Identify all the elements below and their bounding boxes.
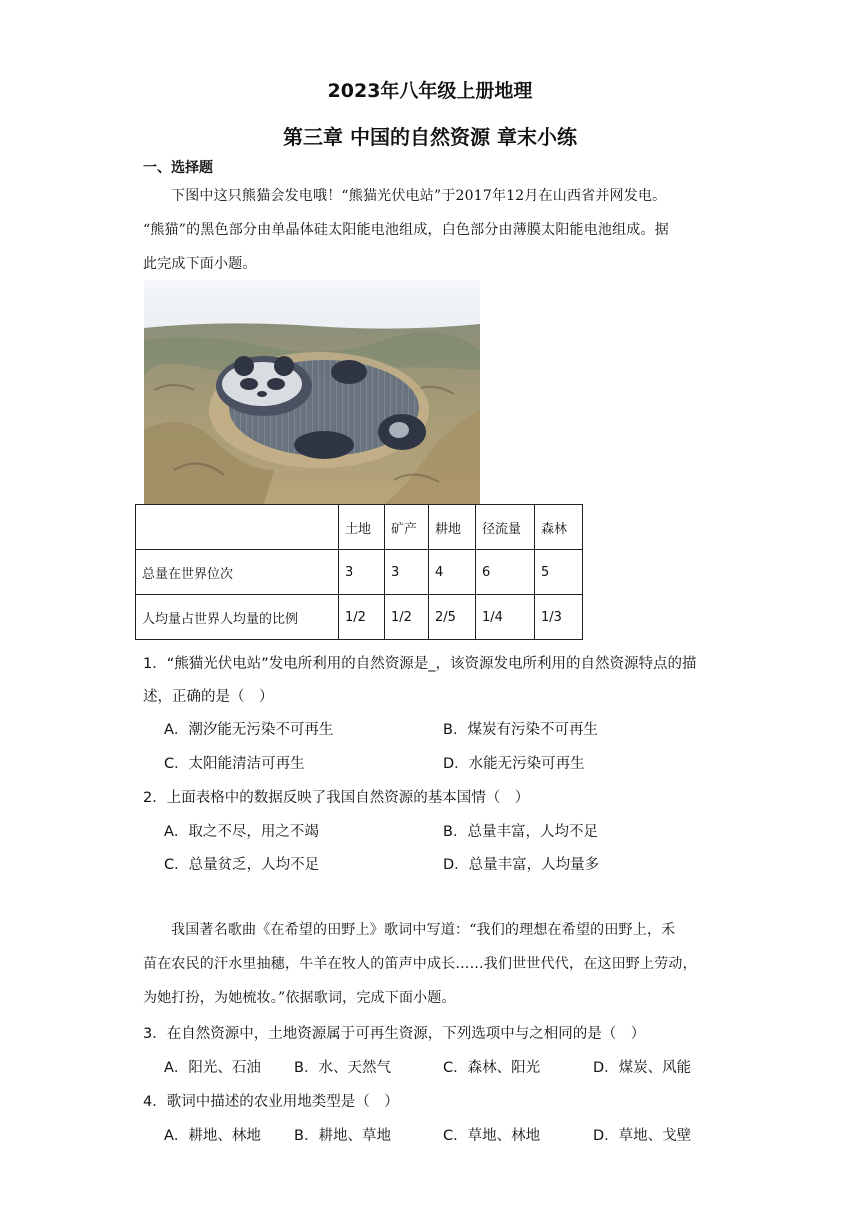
table-header-cell: 土地 bbox=[339, 505, 385, 550]
question-2-option-a[interactable]: A．取之不尽，用之不竭 bbox=[164, 824, 319, 840]
passage-1-line-1: 下图中这只熊猫会发电哦！“熊猫光伏电站”于2017年12月在山西省并网发电。 bbox=[171, 188, 667, 204]
table-cell: 1/4 bbox=[476, 595, 535, 640]
question-2-option-b[interactable]: B．总量丰富，人均不足 bbox=[443, 824, 598, 840]
question-2-option-c[interactable]: C．总量贫乏，人均不足 bbox=[164, 857, 320, 873]
question-4-option-d[interactable]: D．草地、戈壁 bbox=[593, 1128, 692, 1144]
table-cell: 4 bbox=[429, 550, 476, 595]
passage-1-line-2: “熊猫”的黑色部分由单晶体硅太阳能电池组成，白色部分由薄膜太阳能电池组成。据 bbox=[143, 222, 669, 238]
question-4-option-b[interactable]: B．耕地、草地 bbox=[294, 1128, 391, 1144]
question-1-stem-line-2: 述，正确的是（ ） bbox=[143, 689, 274, 705]
table-cell: 5 bbox=[535, 550, 583, 595]
resources-table bbox=[135, 504, 583, 640]
question-4-option-a[interactable]: A．耕地、林地 bbox=[164, 1128, 261, 1144]
section-heading: 一、选择题 bbox=[143, 160, 213, 176]
table-cell: 6 bbox=[476, 550, 535, 595]
table-cell: 1/2 bbox=[385, 595, 429, 640]
document-title: 2023年八年级上册地理 bbox=[327, 80, 533, 102]
table-cell: 2/5 bbox=[429, 595, 476, 640]
question-1-option-c[interactable]: C．太阳能清洁可再生 bbox=[164, 756, 305, 772]
question-1-option-b[interactable]: B．煤炭有污染不可再生 bbox=[443, 722, 598, 738]
document-subtitle: 第三章 中国的自然资源 章末小练 bbox=[283, 125, 577, 149]
question-3-option-a[interactable]: A．阳光、石油 bbox=[164, 1060, 261, 1076]
passage-2-line-1: 我国著名歌曲《在希望的田野上》歌词中写道：“我们的理想在希望的田野上，禾 bbox=[171, 922, 676, 938]
table-header-row bbox=[136, 505, 583, 550]
table-cell: 人均量占世界人均量的比例 bbox=[136, 595, 339, 640]
table-cell: 1/2 bbox=[339, 595, 385, 640]
table-header-cell: 径流量 bbox=[476, 505, 535, 550]
table-cell: 3 bbox=[339, 550, 385, 595]
panda-solar-plant-photo bbox=[144, 280, 480, 504]
passage-2 bbox=[143, 913, 721, 1015]
question-4-option-c[interactable]: C．草地、林地 bbox=[443, 1128, 541, 1144]
question-3-option-d[interactable]: D．煤炭、风能 bbox=[593, 1060, 692, 1076]
passage-2-line-3: 为她打扮，为她梳妆。”依据歌词，完成下面小题。 bbox=[143, 990, 456, 1006]
table-row bbox=[136, 595, 583, 640]
question-1-option-d[interactable]: D．水能无污染可再生 bbox=[443, 756, 585, 772]
question-2-stem: 2．上面表格中的数据反映了我国自然资源的基本国情（ ） bbox=[143, 790, 530, 806]
question-1-stem-line-1: 1．“熊猫光伏电站”发电所利用的自然资源是_，该资源发电所利用的自然资源特点的描 bbox=[143, 656, 697, 672]
table-header-cell: 耕地 bbox=[429, 505, 476, 550]
question-3-option-c[interactable]: C．森林、阳光 bbox=[443, 1060, 541, 1076]
table-cell: 总量在世界位次 bbox=[136, 550, 339, 595]
table-header-cell bbox=[136, 505, 339, 550]
passage-2-line-2: 苗在农民的汗水里抽穗，牛羊在牧人的笛声中成长……我们世世代代，在这田野上劳动， bbox=[143, 956, 697, 972]
table-cell: 1/3 bbox=[535, 595, 583, 640]
table-header-cell: 森林 bbox=[535, 505, 583, 550]
question-3-stem: 3．在自然资源中，土地资源属于可再生资源，下列选项中与之相同的是（ ） bbox=[143, 1026, 646, 1042]
table-header-cell: 矿产 bbox=[385, 505, 429, 550]
question-2-option-d[interactable]: D．总量丰富，人均量多 bbox=[443, 857, 600, 873]
question-3-option-b[interactable]: B．水、天然气 bbox=[294, 1060, 391, 1076]
table-row bbox=[136, 550, 583, 595]
passage-1-line-3: 此完成下面小题。 bbox=[143, 256, 257, 272]
question-1-option-a[interactable]: A．潮汐能无污染不可再生 bbox=[164, 722, 334, 738]
question-4-stem: 4．歌词中描述的农业用地类型是（ ） bbox=[143, 1094, 399, 1110]
table-cell: 3 bbox=[385, 550, 429, 595]
passage-1 bbox=[143, 179, 721, 281]
